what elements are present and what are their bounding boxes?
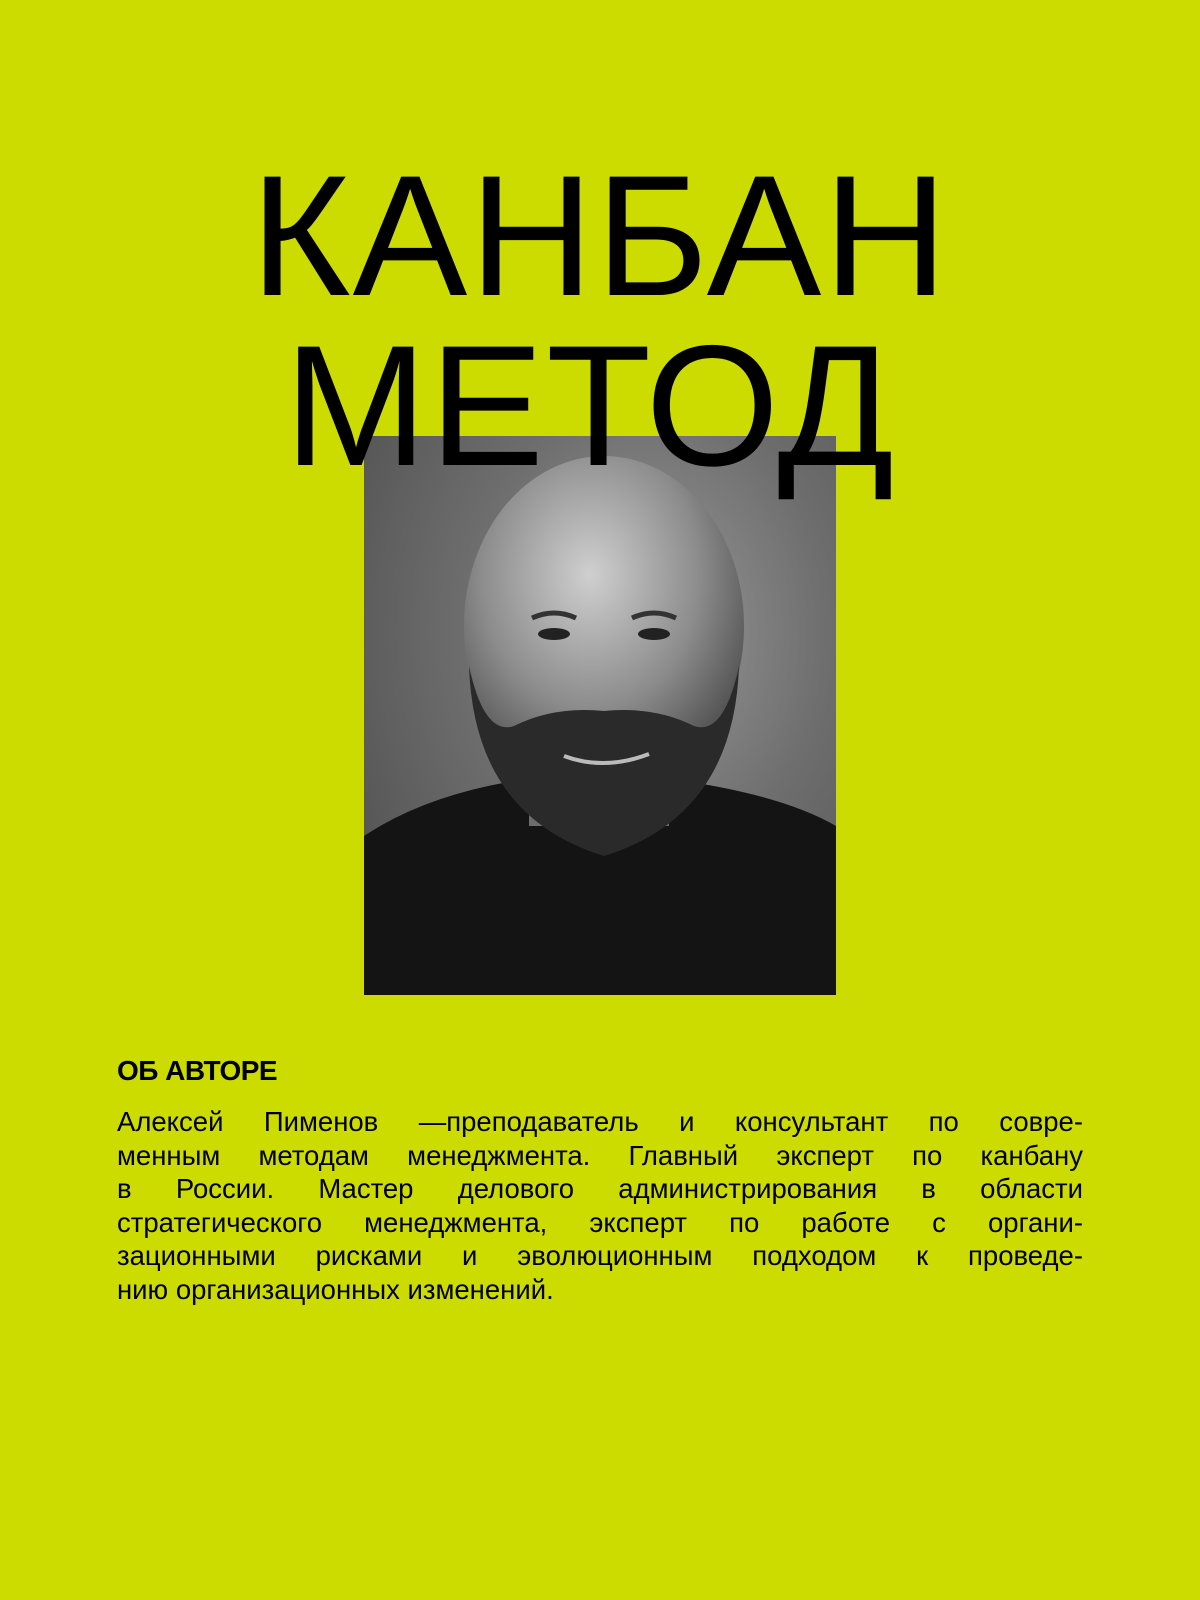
bio-line: зационными рисками и эволюционным подходом к проведе- [117,1240,1083,1271]
about-author-heading: ОБ АВТОРЕ [117,1055,278,1086]
book-title-line-1: КАНБАН [250,140,950,332]
book-title-line-2: МЕТОД [284,310,896,502]
bio-line: Алексей Пименов —преподаватель и консультант по совре- [117,1106,1083,1137]
author-bio [117,1105,1083,1306]
author-photo [364,436,836,995]
bio-line: в России. Мастер делового администрирования в области [117,1173,1083,1204]
bio-line: менным методам менеджмента. Главный эксперт по канбану [117,1139,1083,1171]
bio-line: нию организационных изменений. [117,1273,554,1305]
author-portrait-icon [364,436,836,995]
bio-line: стратегического менеджмента, эксперт по работе с органи- [117,1206,1083,1238]
